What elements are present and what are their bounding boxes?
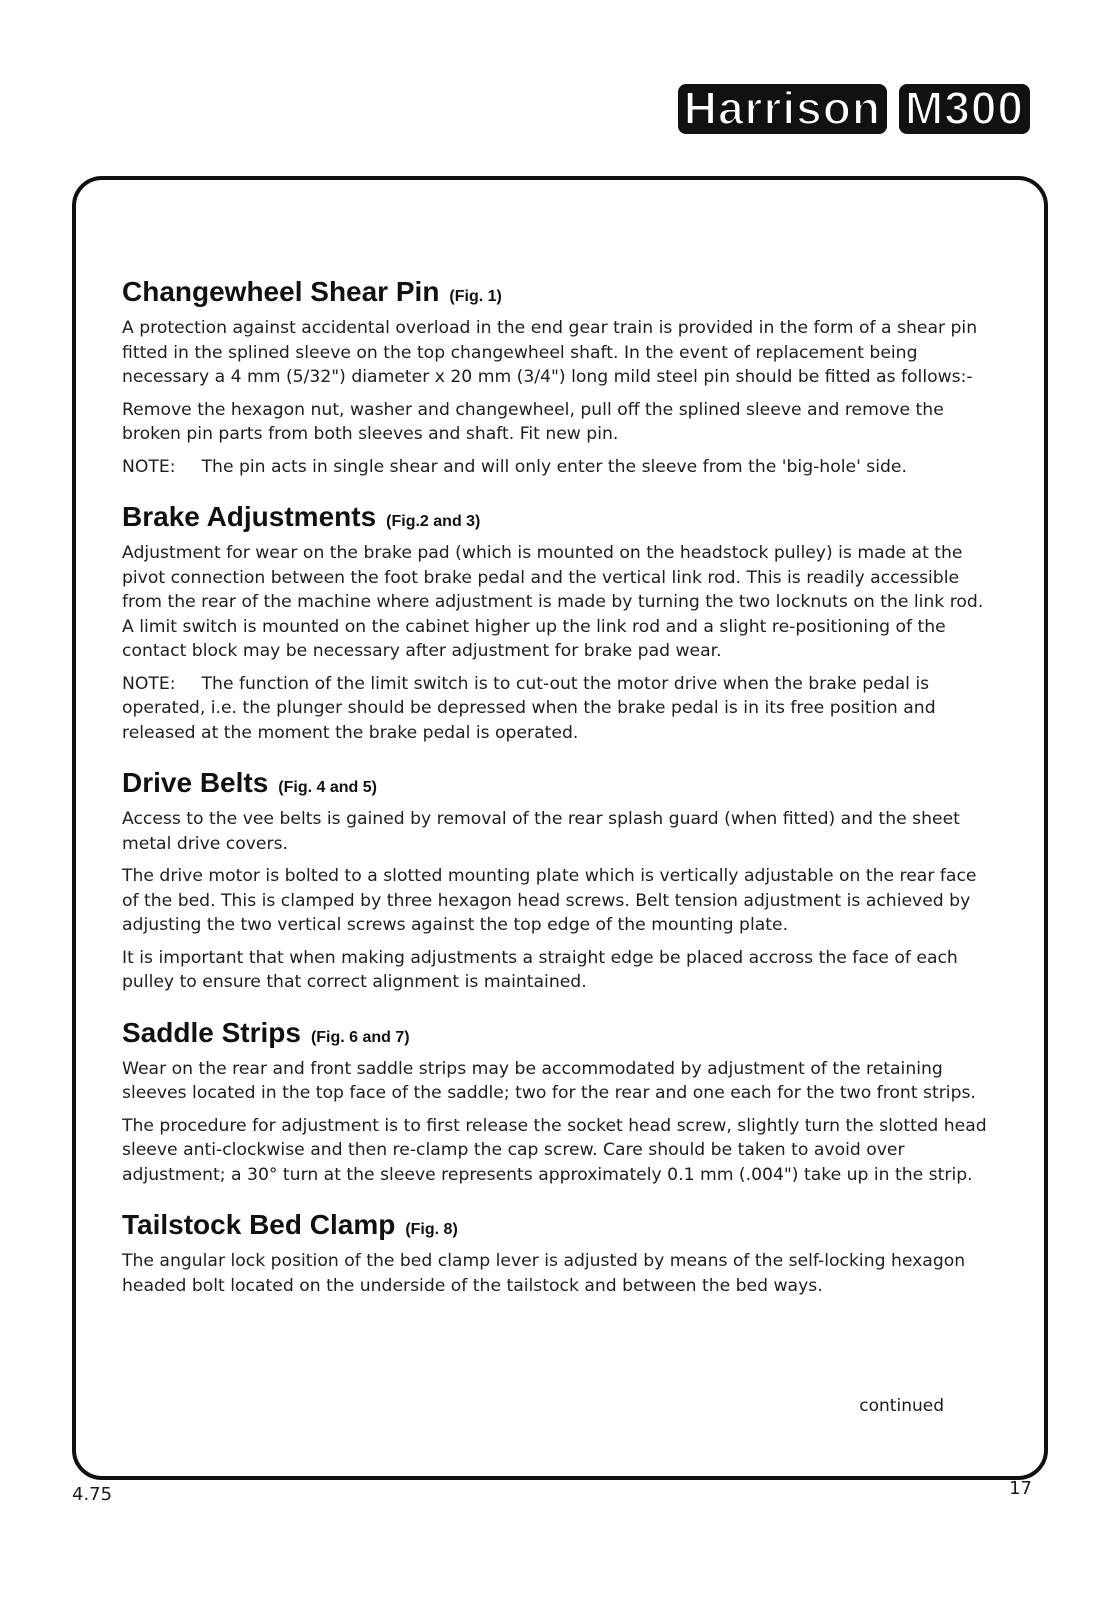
- issue-date: 4.75: [72, 1484, 113, 1505]
- section-saddle-strips: [122, 1017, 992, 1188]
- section-heading: Brake Adjustments (Fig.2 and 3): [122, 501, 481, 532]
- logo-model: M300: [899, 84, 1030, 134]
- brand-logo: [678, 84, 1030, 134]
- section-tailstock-bed-clamp: [122, 1209, 992, 1298]
- figure-reference: (Fig. 6 and 7): [310, 1028, 410, 1046]
- paragraph: The drive motor is bolted to a slotted mounting plate which is vertically adjustable on the rear face of the bed. This is clamped by three hexagon head screws. Belt tension adjustment is achieved by adjusting the two vertical screws against the top edge of the mounting plate.: [122, 866, 977, 935]
- section-drive-belts: [122, 767, 992, 995]
- section-heading: Changewheel Shear Pin (Fig. 1): [122, 276, 502, 307]
- note: [122, 455, 992, 480]
- note-text: The pin acts in single shear and will only enter the sleeve from the 'big-hole' side.: [201, 456, 907, 477]
- note-label: NOTE:: [122, 456, 176, 477]
- paragraph: Access to the vee belts is gained by removal of the rear splash guard (when fitted) and the sheet metal drive covers.: [122, 809, 960, 854]
- paragraph: The angular lock position of the bed clamp lever is adjusted by means of the self-locking hexagon headed bolt located on the underside of the tailstock and between the bed ways.: [122, 1251, 966, 1296]
- section-changewheel-shear-pin: [122, 276, 992, 479]
- paragraph: The procedure for adjustment is to first release the socket head screw, slightly turn the slotted head sleeve anti-clockwise and then re-clamp the cap screw. Care should be taken to avoid over adjustment; a 30° turn at the sleeve represents approximately 0.1 mm (.004") take up in the strip.: [122, 1115, 987, 1185]
- logo-brand: Harrison: [678, 84, 887, 134]
- paragraph: Remove the hexagon nut, washer and changewheel, pull off the splined sleeve and remove the broken pin parts from both sleeves and shaft. Fit new pin.: [122, 399, 944, 444]
- note: [122, 672, 992, 746]
- note-label: NOTE:: [122, 673, 176, 694]
- page-number: 17: [1009, 1478, 1032, 1499]
- section-brake-adjustments: [122, 501, 992, 745]
- page-content: [122, 276, 992, 1320]
- figure-reference: (Fig. 8): [405, 1221, 458, 1238]
- paragraph: Adjustment for wear on the brake pad (which is mounted on the headstock pulley) is made at the pivot connection between the foot brake pedal and the vertical link rod. This is readily accessible from the rear of the machine where adjustment is made by turning the two locknuts on the link rod. A limit switch is mounted on the cabinet higher up the link rod and a slight re-positioning of the contact block may be necessary after adjustment for brake pad wear.: [122, 543, 984, 661]
- continued-label: continued: [859, 1396, 944, 1416]
- note-text: The function of the limit switch is to cut-out the motor drive when the brake pedal is operated, i.e. the plunger should be depressed when the brake pedal is in its free position and released at the moment the brake pedal is operated.: [122, 673, 936, 743]
- section-heading: Drive Belts (Fig. 4 and 5): [122, 767, 377, 798]
- paragraph: A protection against accidental overload in the end gear train is provided in the form of a shear pin fitted in the splined sleeve on the top changewheel shaft. In the event of replacement being necessary a 4 mm (5/32") diameter x 20 mm (3/4") long mild steel pin should be fitted as follows:-: [122, 318, 978, 387]
- paragraph: Wear on the rear and front saddle strips may be accommodated by adjustment of the retaining sleeves located in the top face of the saddle; two for the rear and one each for the two front strips.: [122, 1058, 976, 1103]
- paragraph: It is important that when making adjustments a straight edge be placed accross the face of each pulley to ensure that correct alignment is maintained.: [122, 947, 958, 992]
- section-heading: Tailstock Bed Clamp (Fig. 8): [122, 1209, 458, 1240]
- figure-reference: (Fig.2 and 3): [386, 513, 481, 530]
- figure-reference: (Fig. 1): [449, 288, 502, 305]
- section-heading: Saddle Strips (Fig. 6 and 7): [122, 1016, 410, 1048]
- figure-reference: (Fig. 4 and 5): [278, 779, 377, 796]
